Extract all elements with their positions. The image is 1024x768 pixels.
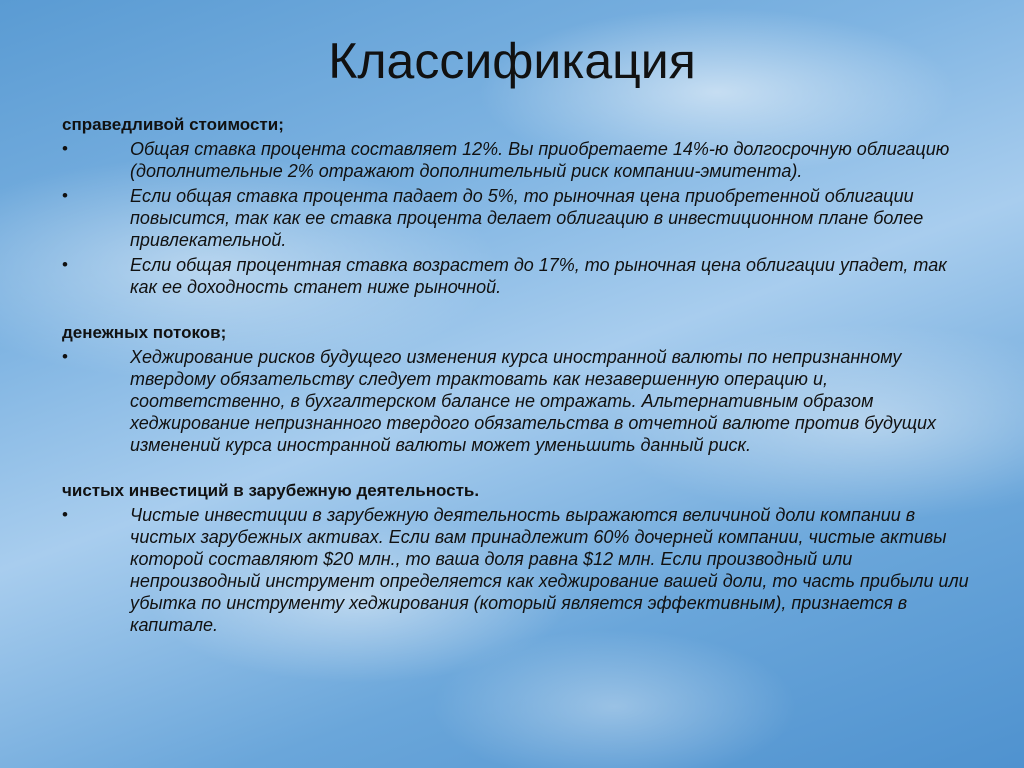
section-net-investment xyxy=(62,480,972,636)
bullet-icon: • xyxy=(62,186,68,205)
section-cash-flow xyxy=(62,322,972,456)
bullet-icon: • xyxy=(62,505,68,524)
bullet-icon: • xyxy=(62,347,68,366)
list-item xyxy=(62,504,972,636)
section-fair-value xyxy=(62,114,972,298)
slide-content xyxy=(62,114,972,660)
section-heading: денежных потоков; xyxy=(62,323,227,342)
bullet-icon: • xyxy=(62,139,68,158)
bullet-text: Если общая процентная ставка возрастет до 17%, то рыночная цена облигации упадет, так как ее доходность станет ниже рыночной. xyxy=(130,255,947,297)
bullet-text: Чистые инвестиции в зарубежную деятельность выражаются величиной доли компании в чистых зарубежных активах. Если вам принадлежит 60% дочерней компании, чистые активы которой составляют $20 млн., то ваша доля равна $12 млн. Если производный или непроизводный инструмент определяется как хеджирование вашей доли, то часть прибыли или убытка по инструменту хеджирования (который является эффективным), признается в капитале. xyxy=(130,505,969,635)
bullet-text: Общая ставка процента составляет 12%. Вы приобретаете 14%-ю долгосрочную облигацию (дополнительные 2% отражают дополнительный риск компании-эмитента). xyxy=(130,139,950,181)
list-item xyxy=(62,254,972,298)
bullet-icon: • xyxy=(62,255,68,274)
bullet-text: Если общая ставка процента падает до 5%, то рыночная цена приобретенной облигации повысится, так как ее ставка процента делает облигацию в инвестиционном плане более привлекательной. xyxy=(130,186,924,250)
list-item xyxy=(62,346,972,456)
list-item xyxy=(62,185,972,251)
slide-title: Классификация xyxy=(328,33,696,89)
section-heading: чистых инвестиций в зарубежную деятельность. xyxy=(62,481,480,500)
list-item xyxy=(62,138,972,182)
section-heading: справедливой стоимости; xyxy=(62,115,284,134)
bullet-text: Хеджирование рисков будущего изменения курса иностранной валюты по непризнанному твердому обязательству следует трактовать как незавершенную операцию и, соответственно, в бухгалтерском балансе не отражать. Альтернативным образом хеджирование непризнанного твердого обязательства в отчетной валюте против будущих изменений курса иностранной валюты может уменьшить данный риск. xyxy=(130,347,937,455)
